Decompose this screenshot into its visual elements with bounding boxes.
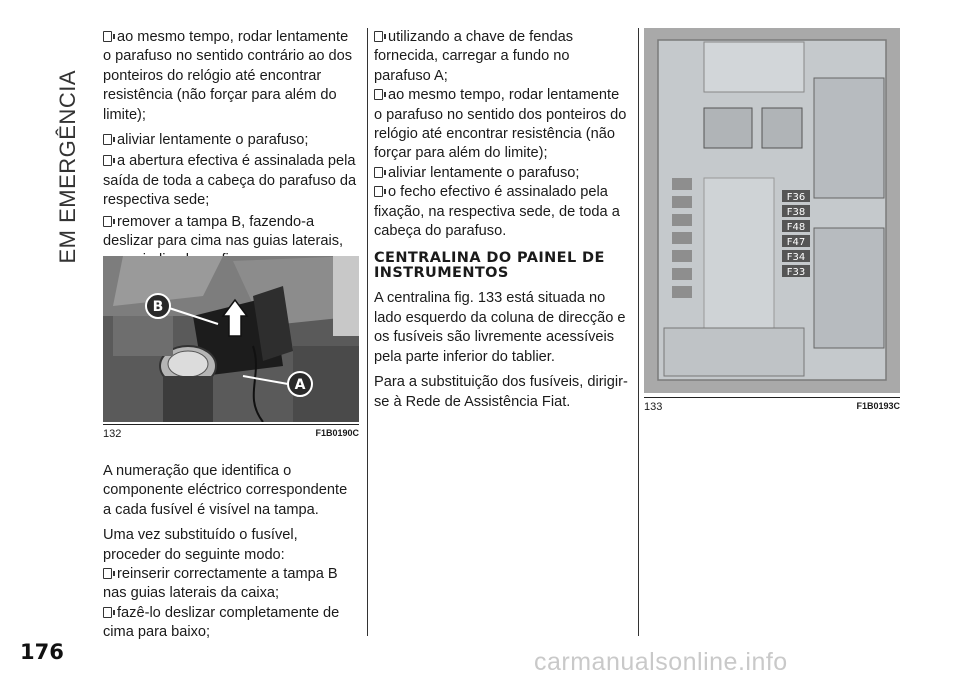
page-number: 176 <box>20 640 64 664</box>
fuse-label: F48 <box>786 222 806 233</box>
bullet-icon <box>103 216 112 227</box>
column-left <box>103 28 359 277</box>
figure-number: 133 <box>644 401 663 413</box>
paragraph: Uma vez substituído o fusível, proceder do seguinte modo: <box>103 527 298 563</box>
list-item: ao mesmo tempo, rodar lentamente o parafuso no sentido dos ponteiros do relógio até encontrar resistência (não forçar para além do limite); <box>374 87 627 162</box>
label-b: B <box>152 299 164 315</box>
bullet-icon <box>103 568 112 579</box>
bullet-icon <box>374 186 383 197</box>
fuse-label: F38 <box>786 207 806 218</box>
bullet-icon <box>103 134 112 145</box>
list-item: a abertura efectiva é assinalada pela saída de toda a cabeça do parafuso da respectiva sede; <box>103 153 357 209</box>
list-item: remover a tampa B, fazendo-a deslizar para cima nas guias laterais, <box>103 213 344 250</box>
section-title-text: EM EMERGÊNCIA <box>55 70 80 264</box>
list-item: aliviar lentamente o parafuso; <box>374 164 630 183</box>
list-item: o fecho efectivo é assinalado pela fixação, na respectiva sede, de toda a cabeça do parafuso. <box>374 184 620 240</box>
figure-132-photo <box>103 256 359 422</box>
paragraph: A centralina fig. 133 está situada no lado esquerdo da coluna de direcção e os fusíveis são livremente acessíveis pela parte inferior do tablier. <box>374 290 626 365</box>
list-item: fazê-lo deslizar completamente de cima para baixo; <box>103 604 340 641</box>
section-heading: CENTRALINA DO PAINEL DE INSTRUMENTOS <box>374 250 605 282</box>
bullet-icon <box>374 89 383 100</box>
watermark-text: carmanualsonline.info <box>534 648 788 676</box>
fuse-panel-illustration <box>644 28 900 393</box>
column-divider <box>638 28 639 636</box>
fuse-label: F33 <box>786 267 806 278</box>
fuse-label: F34 <box>786 252 806 263</box>
column-middle <box>374 28 630 418</box>
figure-132-caption <box>103 424 359 440</box>
bullet-icon <box>374 167 383 178</box>
figure-133-fuse-panel <box>644 28 900 393</box>
fuse-label: F47 <box>786 237 806 248</box>
label-a: A <box>294 377 306 393</box>
figure-code: F1B0190C <box>315 428 359 438</box>
list-item: ao mesmo tempo, rodar lentamente o parafuso no sentido contrário ao dos ponteiros do relógio até encontrar resistência (não forçar para além do limite); <box>103 29 353 123</box>
paragraph: Para a substituição dos fusíveis, dirigir-se à Rede de Assistência Fiat. <box>374 374 628 410</box>
fuse-label: F36 <box>786 192 806 203</box>
list-item: reinserir correctamente a tampa B nas guias laterais da caixa; <box>103 566 338 602</box>
list-item: aliviar lentamente o parafuso; <box>103 131 359 150</box>
list-item: utilizando a chave de fendas fornecida, carregar a fundo no parafuso A; <box>374 29 573 84</box>
bullet-icon <box>103 31 112 42</box>
bullet-icon <box>103 155 112 166</box>
section-title-vertical <box>46 24 90 264</box>
figure-number: 132 <box>103 428 122 440</box>
figure-133-caption <box>644 397 900 413</box>
figure-code: F1B0193C <box>856 401 900 411</box>
column-divider <box>367 28 368 636</box>
column-left-lower <box>103 462 359 649</box>
paragraph: A numeração que identifica o componente eléctrico correspondente a cada fusível é visível na tampa. <box>103 463 348 518</box>
engine-fuse-box-illustration <box>103 256 359 422</box>
bullet-icon <box>103 607 112 618</box>
bullet-icon <box>374 31 383 42</box>
